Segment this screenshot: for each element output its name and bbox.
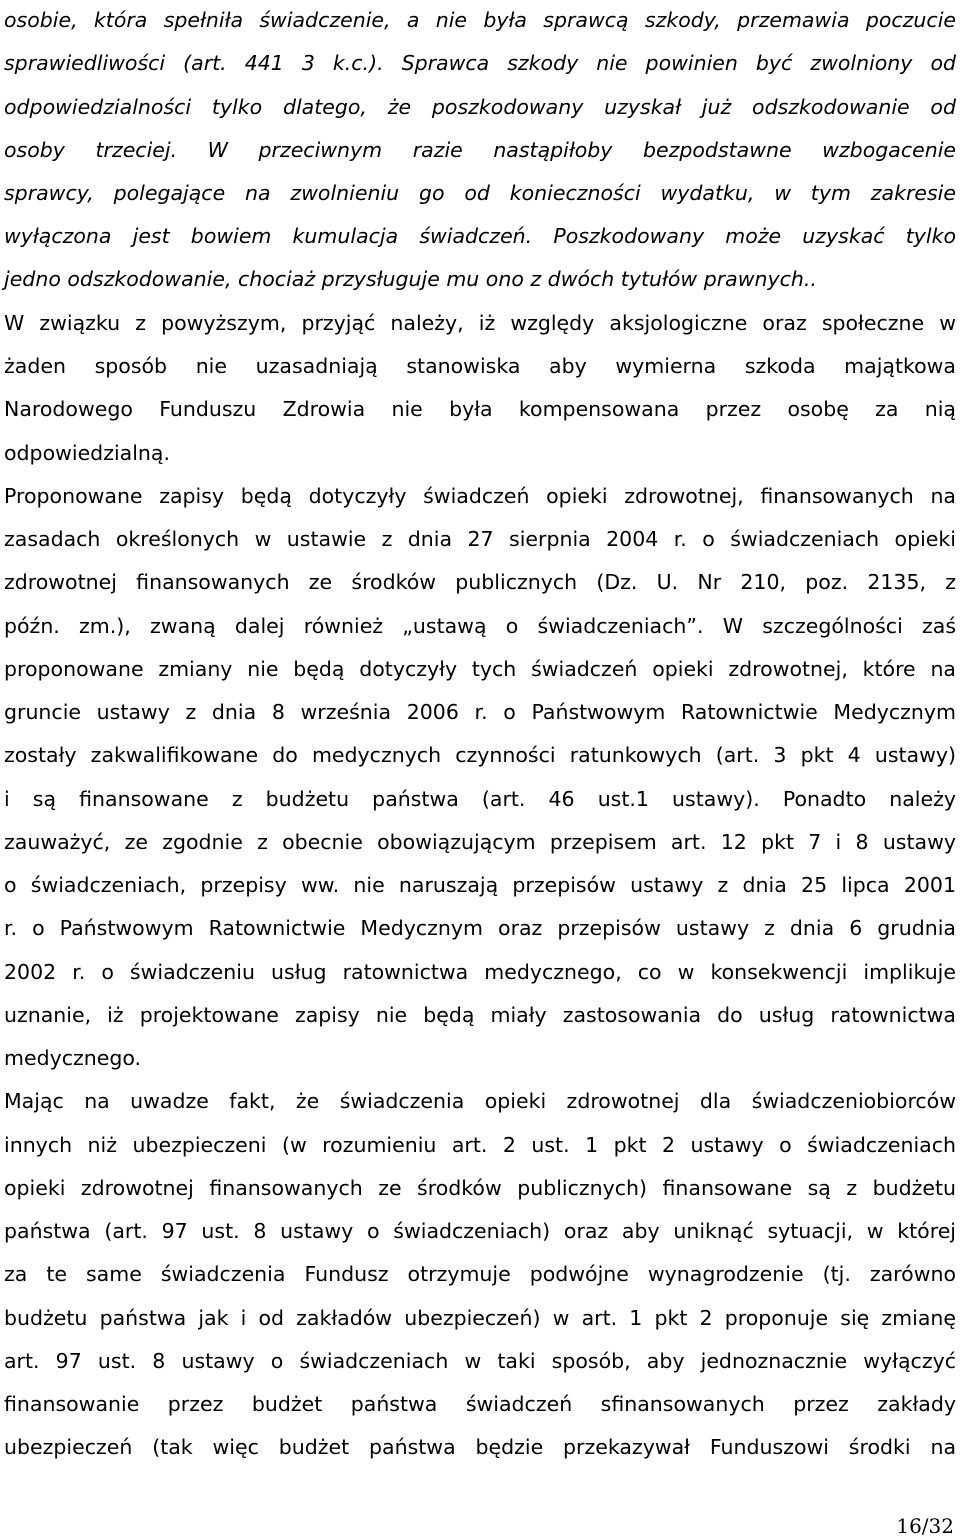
text-line: późn. zm.), zwaną dalej również „ustawą o świadczeniach”. W szczególności zaś bbox=[4, 614, 956, 638]
text-line: jedno odszkodowanie, chociaż przysługuje mu ono z dwóch tytułów prawnych.. bbox=[4, 267, 817, 291]
text-line: medycznego. bbox=[4, 1046, 142, 1070]
text-line: art. 97 ust. 8 ustawy o świadczeniach w taki sposób, aby jednoznacznie wyłączyć bbox=[4, 1349, 956, 1373]
text-line: zasadach określonych w ustawie z dnia 27 sierpnia 2004 r. o świadczeniach opieki bbox=[4, 527, 956, 551]
text-line: wyłączona jest bowiem kumulacja świadczeń. Poszkodowany może uzyskać tylko bbox=[4, 224, 956, 248]
text-line: za te same świadczenia Fundusz otrzymuje podwójne wynagrodzenie (tj. zarówno bbox=[4, 1262, 956, 1286]
text-line: uznanie, iż projektowane zapisy nie będą miały zastosowania do usług ratownictwa bbox=[4, 1003, 956, 1027]
text-line: r. o Państwowym Ratownictwie Medycznym oraz przepisów ustawy z dnia 6 grudnia bbox=[4, 916, 956, 940]
text-line: osoby trzeciej. W przeciwnym razie nastąpiłoby bezpodstawne wzbogacenie bbox=[4, 138, 956, 162]
text-line: opieki zdrowotnej finansowanych ze środków publicznych) finansowane są z budżetu bbox=[4, 1176, 956, 1200]
text-line: sprawiedliwości (art. 441 3 k.c.). Sprawca szkody nie powinien być zwolniony od bbox=[4, 51, 956, 75]
text-line: finansowanie przez budżet państwa świadczeń sfinansowanych przez zakłady bbox=[4, 1392, 956, 1416]
text-line: 2002 r. o świadczeniu usług ratownictwa medycznego, co w konsekwencji implikuje bbox=[4, 960, 956, 984]
text-line: Narodowego Funduszu Zdrowia nie była kompensowana przez osobę za nią bbox=[4, 397, 956, 421]
text-line: ubezpieczeń (tak więc budżet państwa będzie przekazywał Funduszowi środki na bbox=[4, 1435, 956, 1459]
text-line: o świadczeniach, przepisy ww. nie naruszają przepisów ustawy z dnia 25 lipca 2001 bbox=[4, 873, 956, 897]
text-line: proponowane zmiany nie będą dotyczyły tych świadczeń opieki zdrowotnej, które na bbox=[4, 657, 956, 681]
text-line: gruncie ustawy z dnia 8 września 2006 r. o Państwowym Ratownictwie Medycznym bbox=[4, 700, 956, 724]
text-line: zostały zakwalifikowane do medycznych czynności ratunkowych (art. 3 pkt 4 ustawy) bbox=[4, 743, 956, 767]
text-line: Proponowane zapisy będą dotyczyły świadczeń opieki zdrowotnej, finansowanych na bbox=[4, 484, 956, 508]
text-line: odpowiedzialną. bbox=[4, 441, 170, 465]
text-line: budżetu państwa jak i od zakładów ubezpieczeń) w art. 1 pkt 2 proponuje się zmianę bbox=[4, 1306, 956, 1330]
page-number: 16/32 bbox=[896, 1514, 954, 1538]
text-line: zauważyć, ze zgodnie z obecnie obowiązującym przepisem art. 12 pkt 7 i 8 ustawy bbox=[4, 830, 956, 854]
text-line: osobie, która spełniła świadczenie, a nie była sprawcą szkody, przemawia poczucie bbox=[4, 8, 956, 32]
text-line: żaden sposób nie uzasadniają stanowiska aby wymierna szkoda majątkowa bbox=[4, 354, 956, 378]
text-line: innych niż ubezpieczeni (w rozumieniu art. 2 ust. 1 pkt 2 ustawy o świadczeniach bbox=[4, 1133, 956, 1157]
text-line: i są finansowane z budżetu państwa (art. 46 ust.1 ustawy). Ponadto należy bbox=[4, 787, 956, 811]
text-line: odpowiedzialności tylko dlatego, że poszkodowany uzyskał już odszkodowanie od bbox=[4, 95, 956, 119]
text-line: Mając na uwadze fakt, że świadczenia opieki zdrowotnej dla świadczeniobiorców bbox=[4, 1089, 956, 1113]
text-line: W związku z powyższym, przyjąć należy, iż względy aksjologiczne oraz społeczne w bbox=[4, 311, 956, 335]
text-line: sprawcy, polegające na zwolnieniu go od konieczności wydatku, w tym zakresie bbox=[4, 181, 956, 205]
text-line: zdrowotnej finansowanych ze środków publicznych (Dz. U. Nr 210, poz. 2135, z bbox=[4, 570, 956, 594]
text-line: państwa (art. 97 ust. 8 ustawy o świadczeniach) oraz aby uniknąć sytuacji, w której bbox=[4, 1219, 956, 1243]
